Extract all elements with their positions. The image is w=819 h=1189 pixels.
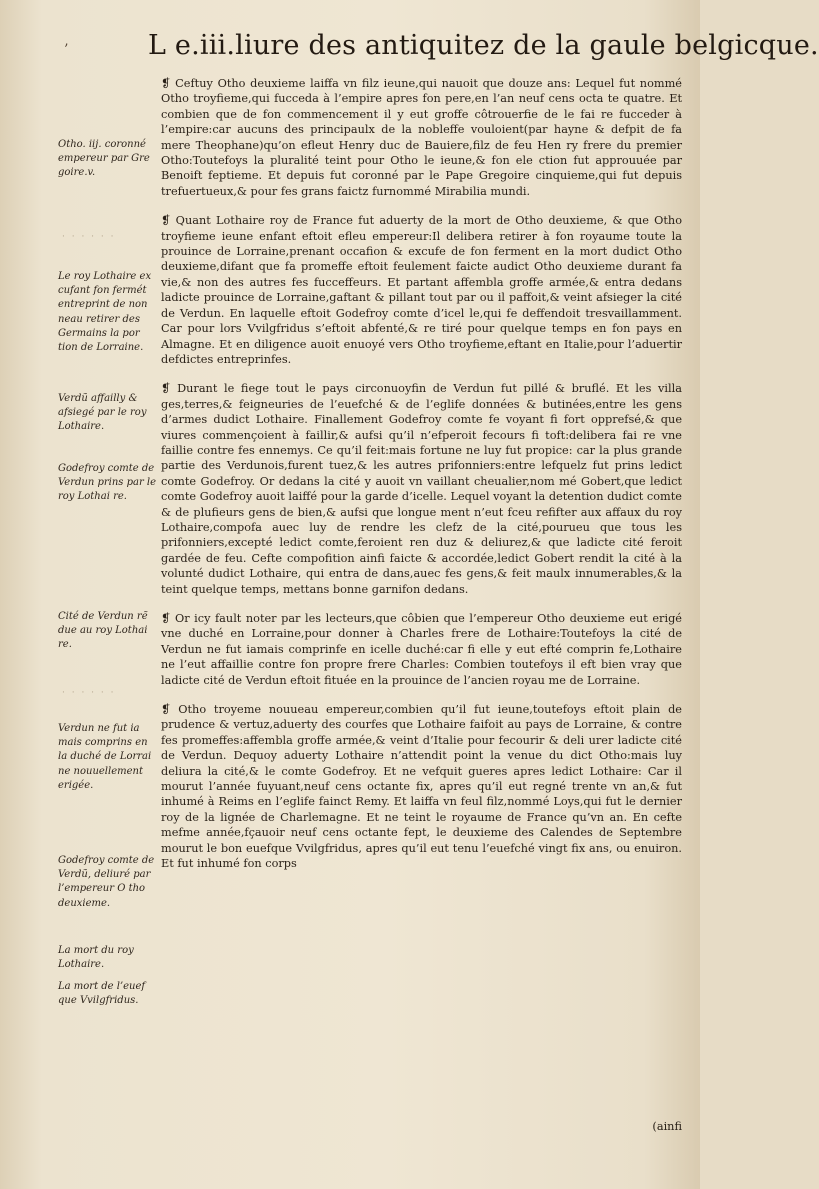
marginal-note: Godefroy comte de Verdun prins par le roy Lothai re. bbox=[58, 463, 157, 503]
marginal-note: La mort du roy Lothaire. bbox=[58, 945, 134, 971]
corner-mark: ’ bbox=[64, 42, 69, 58]
marginal-note: Otho. iij. coronné empereur par Gre goire.v. bbox=[58, 139, 150, 179]
marginal-note: Verdũ affailly & afsiegé par le roy Lothaire. bbox=[58, 393, 147, 433]
main-text-column bbox=[161, 76, 682, 886]
bleed-through-mark: · · · · · · bbox=[62, 232, 116, 242]
paragraph-siege-verdun: ❡ Durant le fiege tout le pays circonuoyfin de Verdun fut pillé & bruflé. Et les villa ges,terres,& feigneuries de l’euefché & de l’eglife données & butinées,entre les gens d’armes dudict Lothaire. Finallement Godefroy comte fe voyant fi fort opprefsé,& que viures commençoient à faillir,& aufsi qu’il n’efperoit fecours fi toft:delibera fai re vne faillie contre fes ennemys. Ce qu’il feit:mais fortune ne luy fut propice: car la plus grande partie des Verdunois,furent tuez,& les autres prifonniers:entre lefquelz fut prins ledict comte Godefroy. Or dedans la cité y auoit vn vaillant cheualier,nom mé Gobert,que ledict comte Godefroy auoit laiffé pour la garde d’icelle. Lequel voyant la detention dudict comte & de plufieurs gens de bien,& aufsi que longue ment n’eut fceu refifter aux affaux du roy Lothaire,compofa auec luy de rendre les clefz de la cité,pourueu que tous les prifonniers,excepté ledict comte,feroient ren duz & deliurez,& que ladicte cité feroit gardée de feu. Cefte compofition ainfi faicte & accordée,ledict Gobert rendit la cité à la volunté dudict Lothaire, qui entra de dans,auec fes gens,& feit maulx innumerables,& la teint quelque temps, mettans bonne garnifon dedans. bbox=[161, 382, 682, 596]
paragraph-otho-relief: ❡ Otho troyeme nouueau empereur,combien qu’il fut ieune,toutefoys eftoit plain de prudence & vertuz,aduerty des courfes que Lothaire faifoit au pays de Lorraine, & contre fes promeffes:affembla groffe armée,& veint d’Italie pour fecourir & deli urer ladicte cité de Verdun. Dequoy aduerty Lothaire n’attendit point la venue du dict Otho:mais luy deliura la cité,& le comte Godefroy. Et ne vefquit gueres apres ledict Lothaire: Car il mourut l’année fuyuant,neuf cens octante fix, apres qu’il eut regné trente vn an,& fut inhumé à Reims en l’eglife fainct Remy. Et laiffa vn feul filz,nommé Loys,qui fut le dernier roy de la lignée de Charlemagne. Et ne teint le royaume de France qu’vn an. En cefte mefme année,fçauoir neuf cens octante fept, le deuxieme des Calendes de Septembre mourut le bon euefque Vvilgfridus, apres qu’il eut tenu l’euefché vingt fix ans, ou enuiron. Et fut inhumé fon corps bbox=[161, 703, 682, 871]
marginal-note: La mort de l’euef que Vvilgfridus. bbox=[58, 981, 146, 1007]
marginal-note: Le roy Lothaire ex cufant fon fermét entreprint de non neau retirer des Germains la por tion de Lorraine. bbox=[58, 271, 152, 354]
paragraph-note-readers: ❡ Or icy fault noter par les lecteurs,que côbien que l’empereur Otho deuxieme eut erigé vne duché en Lorraine,pour donner à Charles frere de Lothaire:Toutefoys la cité de Verdun ne fut iamais comprinfe en icelle duché:car fi elle y eut efté comprin fe,Lothaire ne l’eut affaillie contre fon propre frere Charles: Combien toutefoys il eft bien vray que ladicte cité de Verdun eftoit fituée en la prouince de l’ancien royau me de Lorraine. bbox=[161, 612, 682, 687]
paragraph-otho-third: ❡ Ceftuy Otho deuxieme laiffa vn filz ieune,qui nauoit que douze ans: Lequel fut nommé Otho troyfieme,qui fucceda à l’empire apres fon pere,en l’an neuf cens octa te quatre. Et combien que de fon commencement il y eut groffe côtrouerfie de le fai re fucceder à l’empire:car aucuns des principaulx de la nobleffe vouloient(par hayne & defpit de fa mere Theophane)qu’on efleut Henry duc de Bauiere,filz de feu Hen ry frere du premier Otho:Toutefoys la pluralité teint pour Otho le ieune,& fon ele ction fut approuuée par Benoift feptieme. Et depuis fut coronné par le Pape Gregoire cinquieme,qui fut depuis trefuertueux,& pour fes grans faictz furnommé Mirabilia mundi. bbox=[161, 77, 682, 198]
catchword: (ainfi bbox=[652, 1120, 682, 1133]
marginal-note: Godefroy comte de Verdũ, deliuré par l’empereur O tho deuxieme. bbox=[58, 855, 155, 909]
bleed-through-mark: · · · · · · bbox=[62, 688, 116, 698]
marginal-note: Verdun ne fut ia mais comprins en la duché de Lorrai ne nouuellement erigée. bbox=[58, 723, 152, 791]
running-title: L e.iii.liure des antiquitez de la gaule belgicque. bbox=[148, 30, 819, 61]
marginal-note: Cité de Verdun rẽ due au roy Lothai re. bbox=[58, 611, 148, 651]
paragraph-lothaire-lorraine: ❡ Quant Lothaire roy de France fut aduerty de la mort de Otho deuxieme, & que Otho troyfieme ieune enfant eftoit efleu empereur:Il delibera retirer à fon royaume toute la prouince de Lorraine,prenant occafion & excufe de fon ferment en la mort dudict Otho deuxieme,difant que fa promeffe eftoit feulement faicte audict Otho deuxieme durant fa vie,& non des autres fes fucceffeurs. Et partant affembla groffe armée,& entra dedans ladicte prouince de Lorraine,gaftant & pillant tout par ou il paffoit,& veint afsieger la cité de Verdun. En laquelle eftoit Godefroy comte d’icel le,qui fe deffendoit tresvaillamment. Car pour lors Vvilgfridus s’eftoit abfenté,& re tiré pour quelque temps en fon pays en Almagne. Et en diligence auoit enuoyé vers Otho troyfieme,eftant en Italie,pour l’aduertir defdictes entreprinfes. bbox=[161, 214, 682, 366]
